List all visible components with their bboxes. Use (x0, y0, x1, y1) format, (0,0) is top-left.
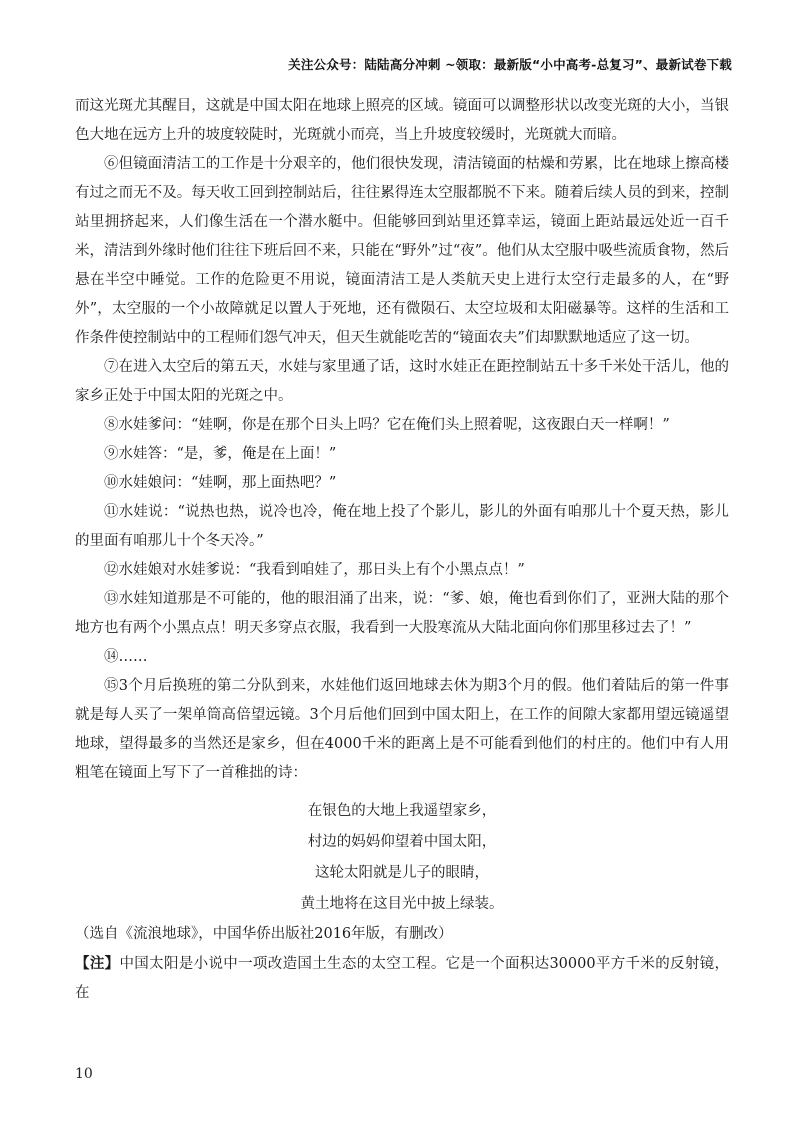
footnote-tag: 【注】 (75, 955, 120, 972)
paragraph-11: ⑪水娃说：“说热也热，说冷也冷，俺在地上投了个影儿，影儿的外面有咱那儿十个夏天热，影儿的里面有咱那儿十个冬天冷。” (75, 504, 729, 549)
poem (75, 796, 729, 920)
footnote (75, 949, 729, 1008)
poem-line-1: 在银色的大地上我遥望家乡， (307, 803, 497, 819)
paragraph-9: ⑨水娃答：“是，爹，俺是在上面！” (104, 446, 337, 462)
paragraph-10: ⑩水娃娘问：“娃啊，那上面热吧？” (104, 475, 337, 491)
page-number: 10 (75, 1066, 93, 1082)
poem-line-3: 这轮太阳就是儿子的眼睛， (315, 865, 489, 881)
poem-line-2: 村边的妈妈仰望着中国太阳， (307, 834, 497, 850)
paragraph-15: ⑮3个月后换班的第二分队到来，水娃他们返回地球去休为期3个月的假。他们着陆后的第一件事就是每人买了一架单筒高倍望远镜。3个月后他们回到中国太阳上，在工作的间隙大家都用望远镜遥望地球，望得最多的当然还是家乡，但在4000千米的距离上是不可能看到他们的村庄的。他们中有人用粗笔在镜面上写下了一首稚拙的诗： (75, 678, 729, 781)
paragraph-0: 而这光斑尤其醒目，这就是中国太阳在地球上照亮的区域。镜面可以调整形状以改变光斑的大小，当银色大地在远方上升的坡度较陡时，光斑就小而亮，当上升坡度较缓时，光斑就大而暗。 (75, 98, 729, 143)
paragraph-8: ⑧水娃爹问：“娃啊，你是在那个日头上吗？它在俺们头上照着呢，这夜跟白天一样啊！” (104, 417, 670, 433)
paragraph-13: ⑬水娃知道那是不可能的，他的眼泪涌了出来，说：“爹、娘，俺也看到你们了，亚洲大陆的那个地方也有两个小黑点点！明天多穿点衣服，我看到一大股寒流从大陆北面向你们那里移过去了！” (75, 591, 729, 636)
footnote-text: 中国太阳是小说中一项改造国土生态的太空工程。它是一个面积达30000平方千米的反射镜，在 (75, 956, 730, 1001)
poem-line-4: 黄土地将在这目光中披上绿装。 (300, 896, 504, 912)
paragraph-6: ⑥但镜面清洁工的工作是十分艰辛的，他们很快发现，清洁镜面的枯燥和劳累，比在地球上擦高楼有过之而无不及。每天收工回到控制站后，往往累得连太空服都脱不下来。随着后续人员的到来，控制站里拥挤起来，人们像生活在一个潜水艇中。但能够回到站里还算幸运，镜面上距站最远处近一百千米，清洁到外缘时他们往往下班后回不来，只能在“野外”过“夜”。他们从太空服中吸些流质食物，然后悬在半空中睡觉。工作的危险更不用说，镜面清洁工是人类航天史上进行太空行走最多的人，在“野外”，太空服的一个小故障就足以置人于死地，还有微陨石、太空垃圾和太阳磁暴等。这样的生活和工作条件使控制站中的工程师们怨气冲天，但天生就能吃苦的“镜面农夫”们却默默地适应了这一切。 (75, 156, 729, 346)
source-citation: （选自《流浪地球》，中国华侨出版社2016年版，有删改） (75, 926, 453, 942)
page-header: 关注公众号：陆陆高分冲刺 ~领取：最新版“小中高考-总复习”、最新试卷下载 (288, 57, 732, 72)
paragraph-12: ⑫水娃娘对水娃爹说：“我看到咱娃了，那日头上有个小黑点点！” (104, 562, 525, 578)
paragraph-14: ⑭…… (104, 649, 148, 665)
article-body (75, 92, 729, 1008)
paragraph-7: ⑦在进入太空后的第五天，水娃与家里通了话，这时水娃正在距控制站五十多千米处干活儿，他的家乡正处于中国太阳的光斑之中。 (75, 359, 729, 404)
